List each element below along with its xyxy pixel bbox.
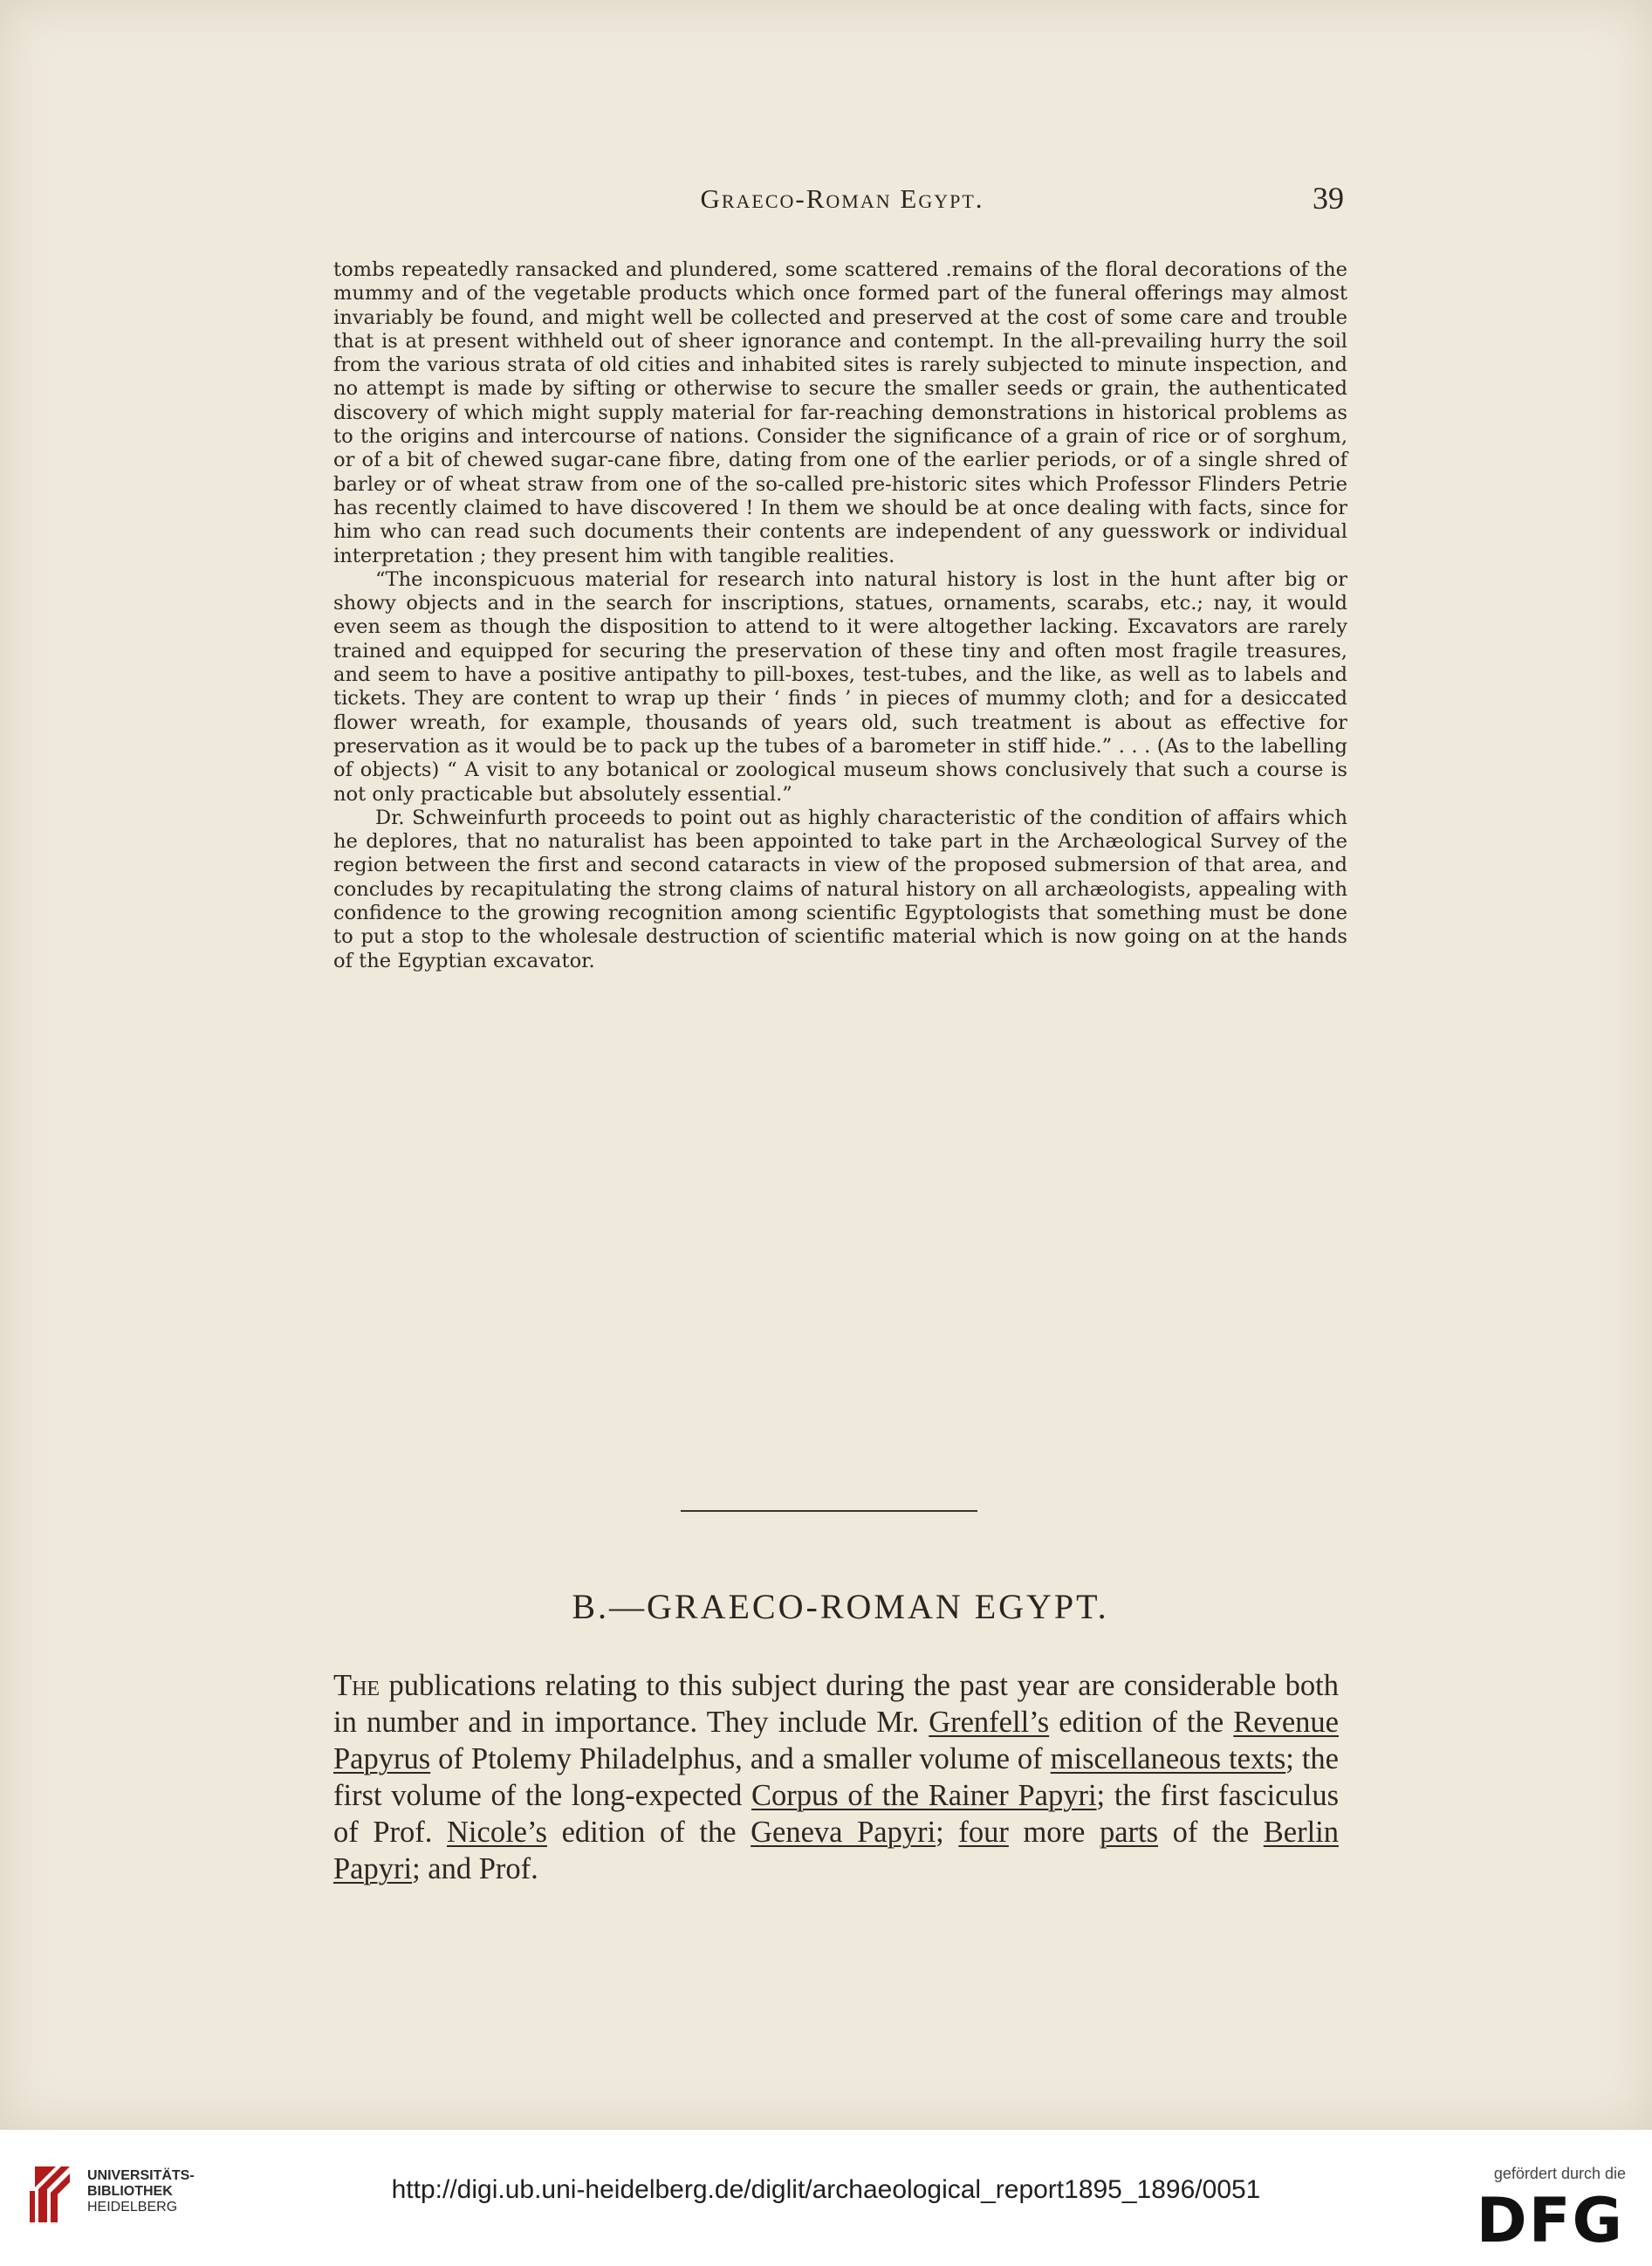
text-run: ; the first volume of the long-expected: [333, 1742, 1339, 1812]
lead-word: The: [333, 1669, 380, 1702]
sponsor-caption: gefördert durch die: [1493, 2165, 1626, 2182]
running-title: Graeco-Roman Egypt.: [700, 183, 984, 214]
page-number: 39: [1313, 181, 1344, 216]
paragraph: Dr. Schweinfurth proceeds to point out as highly characteristic of the condition of affairs which he deplores, that no naturalist has been appointed to take part in the Archæological Survey of the region between the first and second cataracts in view of the proposed submersion of that area, and concludes by recapitulating the strong claims of natural history on all archæologists, appealing with confidence to the growing recognition among scientific Egyptologists that something must be done to put a stop to the wholesale destruction of scientific material which is now going on at the hands of the Egyptian excavator.: [333, 806, 1347, 972]
text-run: of the: [1158, 1816, 1264, 1849]
underlined-text: Nicole’s: [447, 1816, 547, 1849]
section-divider: [681, 1510, 977, 1512]
text-run: edition of the: [1049, 1706, 1234, 1739]
underlined-text: Geneva Papyri: [751, 1816, 936, 1849]
sponsor-logo: DFG: [1476, 2185, 1624, 2256]
text-run: ; and Prof.: [412, 1852, 538, 1885]
underlined-text: Revenue Papyrus: [333, 1706, 1339, 1775]
text-run: ;: [936, 1816, 959, 1849]
underlined-text: miscellaneous texts: [1050, 1742, 1286, 1775]
section-paragraph: [333, 1667, 1339, 1887]
text-run: of Ptolemy Philadelphus, and a smaller volume of: [430, 1742, 1051, 1775]
text-run: publications relating to this subject during the past year are considerable both in number and in importance. They include Mr.: [333, 1669, 1339, 1739]
text-run: ; the first fasciculus of Prof.: [333, 1779, 1339, 1849]
underlined-text: parts: [1099, 1816, 1159, 1849]
section-intro: [333, 1667, 1339, 1887]
footer-bar: [0, 2130, 1652, 2266]
library-name-line: UNIVERSITÄTS-: [87, 2168, 195, 2183]
source-url-link[interactable]: http://digi.ub.uni-heidelberg.de/diglit/archaeological_report1895_1896/0051: [391, 2175, 1261, 2204]
text-run: edition of the: [546, 1816, 751, 1849]
paragraph: tombs repeatedly ransacked and plundered, some scattered .remains of the floral decorations of the mummy and of the vegetable products which once formed part of the funeral offerings may almost invariably be found, and might well be collected and preserved at the cost of some care and trouble that is at present withheld out of sheer ignorance and contempt. In the all-prevailing hurry the soil from the various strata of old cities and inhabited sites is rarely subjected to minute inspection, and no attempt is made by sifting or otherwise to secure the smaller seeds or grain, the authenticated discovery of which might supply material for far-reaching demonstrations in historical problems as to the origins and intercourse of nations. Consider the significance of a grain of rice or of sorghum, or of a bit of chewed sugar-cane fibre, dating from one of the earlier periods, or of a single shred of barley or of wheat straw from one of the so-called pre-historic sites which Professor Flinders Petrie has recently claimed to have discovered ! In them we should be at once dealing with facts, since for him who can read such documents their contents are independent of any guesswork or individual interpretation ; they present him with tangible realities.: [333, 258, 1347, 567]
underlined-text: four: [958, 1816, 1009, 1849]
library-name-line: BIBLIOTHEK: [87, 2184, 173, 2199]
body-text: [333, 258, 1347, 973]
underlined-text: Grenfell’s: [929, 1706, 1050, 1739]
underlined-text: Berlin Papyri: [333, 1816, 1339, 1885]
paragraph: “The inconspicuous material for research into natural history is lost in the hunt after big or showy objects and in the search for inscriptions, statues, ornaments, scarabs, etc.; nay, it would even seem as though the disposition to attend to it were altogether lacking. Excavators are rarely trained and equipped for securing the preservation of these tiny and often most fragile treasures, and seem to have a positive antipathy to pill-boxes, test-tubes, and the like, as well as to labels and tickets. They are content to wrap up their ‘ finds ’ in pieces of mummy cloth; and for a desiccated flower wreath, for example, thousands of years old, such treatment is about as effective for preservation as it would be to pack up the tubes of a barometer in stiff hide.” . . . (As to the labelling of objects) “ A visit to any botanical or zoological museum shows conclusively that such a course is not only practicable but absolutely essential.”: [333, 567, 1347, 806]
underlined-text: Corpus of the Rainer Papyri: [751, 1779, 1097, 1812]
library-name-line: HEIDELBERG: [87, 2200, 178, 2214]
section-heading: B.—GRAECO-ROMAN EGYPT.: [572, 1587, 1109, 1626]
running-head: [332, 183, 1353, 225]
text-run: more: [1008, 1816, 1100, 1849]
